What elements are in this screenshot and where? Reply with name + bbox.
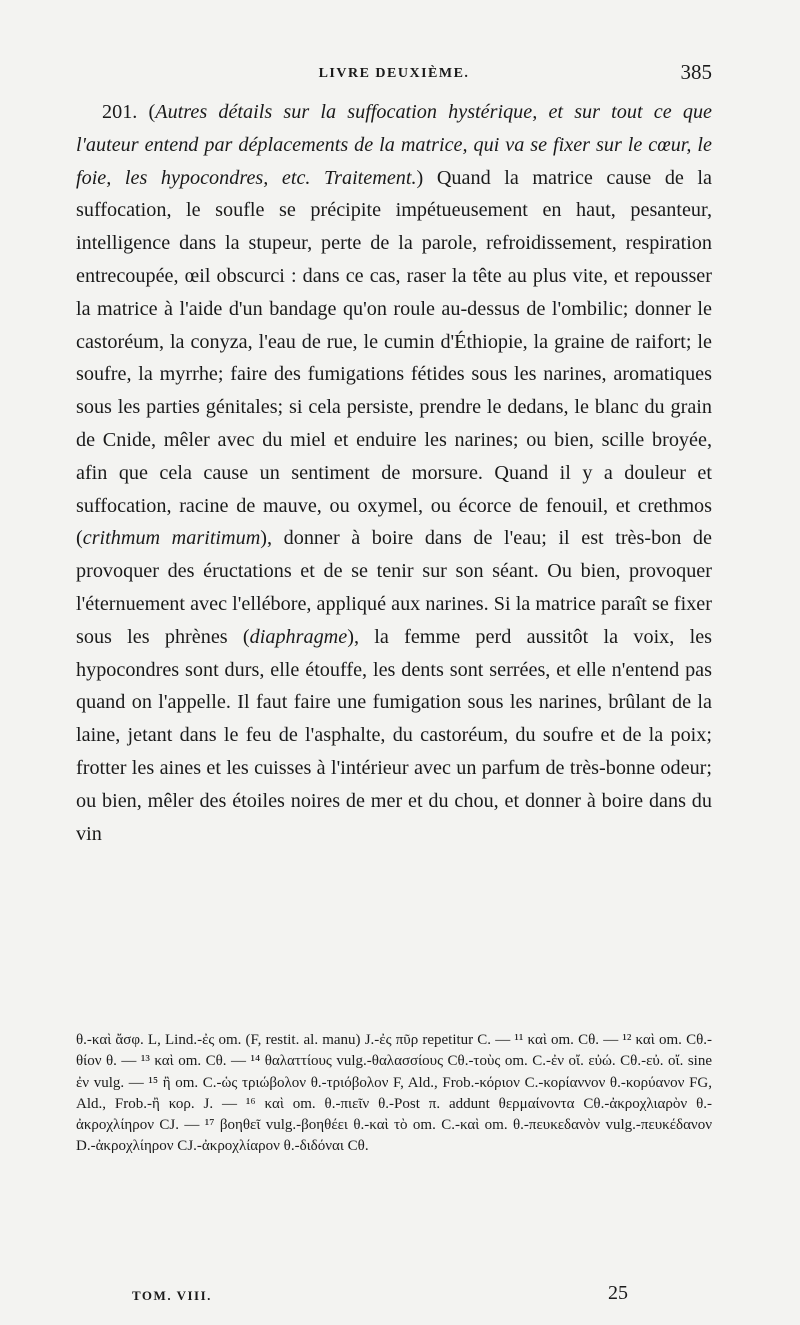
page-footer <box>76 1282 712 1310</box>
body-text-c: ), la femme perd aussitôt la voix, les hypocondres sont durs, elle étouffe, les dents sont serrées, et elle n'entend pas quand on l'appelle. Il faut faire une fumigation sous les narines, brûlant de la laine, jetant dans le feu de l'asphalte, du castoréum, du soufre et de la poix; frotter les aines et les cuisses à l'intérieur avec un parfum de très-bonne odeur; ou bien, mêler des étoiles noires de mer et du chou, et donner à boire dans du vin <box>76 625 713 845</box>
running-title: LIVRE DEUXIÈME. <box>318 66 470 81</box>
footnotes <box>76 1030 712 1158</box>
page-number: 385 <box>680 60 712 84</box>
signature-mark: 25 <box>608 1282 628 1304</box>
footnote-text: θ.-καὶ ἄσφ. L, Lind.-ἐς om. (F, restit. al. manu) J.-ἐς πῦρ repetitur C. — ¹¹ καὶ om. Cθ. — ¹² καὶ om. Cθ.-θίον θ. — ¹³ καὶ om. Cθ. — ¹⁴ θαλαττίους vulg.-θαλασσίους Cθ.-τοὺς om. C.-ἐν οἴ. εὐώ. Cθ.-εὐ. οἴ. sine ἐν vulg. — ¹⁵ ἢ om. C.-ὡς τριώβολον θ.-τριόβολον F, Ald., Frob.-κόριον C.-κορίαννον θ.-κορύανον FG, Ald., Frob.-ἢ κορ. J. — ¹⁶ καὶ om. θ.-πιεῖν θ.-Post π. addunt θερμαίνοντα Cθ.-ἀκροχλιαρὸν θ.-ἀκροχλίηρον CJ. — ¹⁷ βοηθεῖ vulg.-βοηθέει θ.-καὶ τὸ om. C.-καὶ om. θ.-πευκεδανὸν vulg.-πευκέδανον D.-ἀκροχλίηρον CJ.-ἀκροχλίαρον θ.-διδόναι Cθ. <box>76 1032 712 1155</box>
section-heading: Autres détails sur la suffocation hystérique, et sur tout ce que l'auteur entend par déplacements de la matrice, qui va se fixer sur le cœur, le foie, les hypocondres, etc. Traitement. <box>76 101 712 189</box>
italic-term-diaphragme: diaphragme <box>249 625 348 648</box>
volume-label: TOM. VIII. <box>132 1288 212 1303</box>
paragraph <box>76 96 712 850</box>
heading-close-paren: ) <box>416 166 424 189</box>
section-number: 201. <box>102 101 138 123</box>
main-text <box>76 96 712 850</box>
italic-term-crithmum: crithmum maritimum <box>82 527 261 550</box>
body-text-a: Quand la matrice cause de la suffocation, le soufle se précipite impétueusement en haut, pesanteur, intelligence dans la stupeur, perte de la parole, refroidissement, respiration entrecoupée, œil obscurci : dans ce cas, raser la tête au plus vite, et repousser la matrice à l'aide d'un bandage qu'on roule au-dessus de l'ombilic; donner le castoréum, la conyza, l'eau de rue, le cumin d'Éthiopie, la graine de raifort; le soufre, la myrrhe; faire des fumigations fétides sous les narines, aromatiques sous les parties génitales; si cela persiste, prendre le dedans, le blanc du grain de Cnide, mêler avec du miel et enduire les narines; ou bien, scille broyée, afin que cela cause un sentiment de morsure. Quand il y a douleur et suffocation, racine de mauve, ou oxymel, ou écorce de fenouil, et crethmos ( <box>76 166 712 550</box>
running-head <box>76 60 712 90</box>
heading-open-paren: ( <box>148 101 156 123</box>
body-text-b: ), donner à boire dans de l'eau; il est très-bon de provoquer des éructations et de se tenir sur son séant. Ou bien, provoquer l'éternuement avec l'ellébore, appliqué aux narines. Si la matrice paraît se fixer sous les phrènes ( <box>76 527 712 648</box>
